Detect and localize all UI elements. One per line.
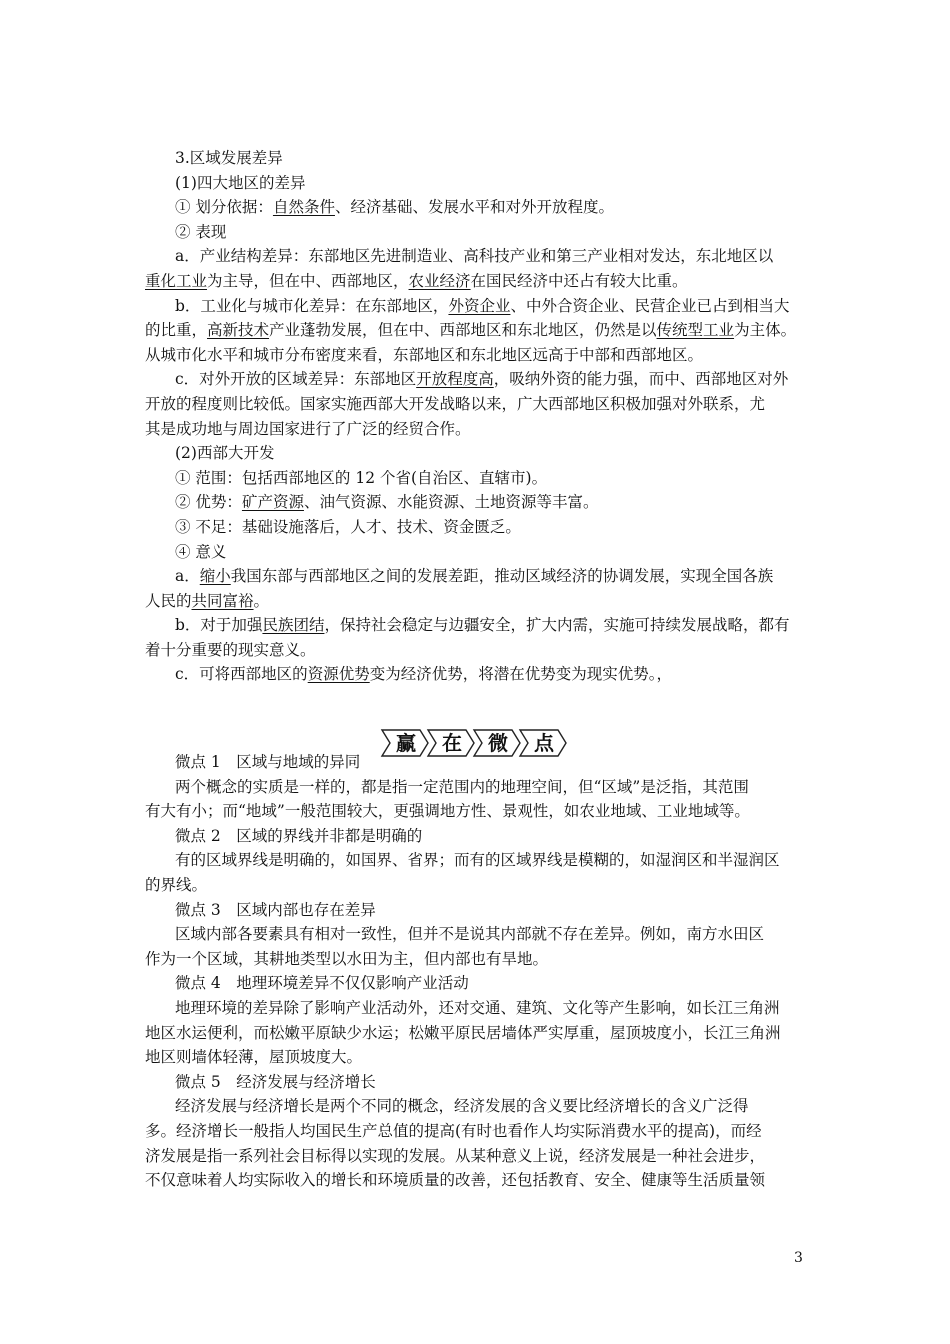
point-2-line1: 有的区域界线是明确的，如国界、省界；而有的区域界线是模糊的，如湿润区和半湿润区 (175, 851, 780, 870)
page-number: 3 (794, 1250, 803, 1266)
point-4-line3: 地区则墙体轻薄，屋顶坡度大。 (145, 1048, 363, 1067)
point-3-line2: 作为一个区域，其耕地类型以水田为主，但内部也有旱地。 (145, 949, 549, 968)
paragraph-scope: ① 范围：包括西部地区的 12 个省(自治区、直辖市)。 (175, 468, 548, 487)
paragraph-meaning: ④ 意义 (175, 542, 227, 561)
point-5-line2: 多。经济增长一般指人均国民生产总值的提高(有时也看作人均实际消费水平的提高)，而经 (145, 1121, 762, 1140)
section-heading: 3.区域发展差异 (175, 149, 283, 167)
point-4-line2: 地区水运便利，而松嫩平原缺少水运；松嫩平原民居墙体严实厚重，屋顶坡度小，长江三角洲 (145, 1023, 781, 1042)
paragraph-basis: ① 划分依据：自然条件、经济基础、发展水平和对外开放程度。 (175, 198, 614, 217)
paragraph-meaning-a-line1: a．缩小我国东部与西部地区之间的发展差距，推动区域经济的协调发展，实现全国各族 (175, 567, 774, 586)
paragraph-lack: ③ 不足：基础设施落后，人才、技术、资金匮乏。 (175, 517, 521, 536)
paragraph-b-line1: b．工业化与城市化差异：在东部地区，外资企业、中外合资企业、民营企业已占到相当大 (175, 296, 790, 315)
paragraph-expression: ② 表现 (175, 222, 227, 241)
paragraph-b-line3: 从城市化水平和城市分布密度来看，东部地区和东北地区远高于中部和西部地区。 (145, 345, 704, 364)
document-body (145, 146, 810, 1193)
point-2-title: 微点 2 区域的界线并非都是明确的 (175, 826, 423, 845)
paragraph-meaning-c: c．可将西部地区的资源优势变为经济优势，将潜在优势变为现实优势。， (175, 665, 672, 684)
point-1-line2: 有大有小；而“地域”一般范围较大，更强调地方性、景观性，如农业地域、工业地域等。 (145, 802, 750, 821)
point-5-title: 微点 5 经济发展与经济增长 (175, 1072, 376, 1091)
paragraph-meaning-a-line2: 人民的共同富裕。 (145, 591, 270, 610)
banner-char-1: 赢 (396, 731, 416, 755)
point-2-line2: 的界线。 (145, 876, 208, 895)
paragraph-c-line3: 其是成功地与周边国家进行了广泛的经贸合作。 (145, 419, 471, 438)
point-5-line3: 济发展是指一系列社会目标得以实现的发展。从某种意义上说，经济发展是一种社会进步， (145, 1146, 766, 1165)
point-4-title: 微点 4 地理环境差异不仅仅影响产业活动 (175, 974, 469, 993)
paragraph-b-line2: 的比重，高新技术产业蓬勃发展，但在中、西部地区和东北地区，仍然是以传统型工业为主体。 (145, 321, 797, 340)
paragraph-a-line2: 重化工业为主导，但在中、西部地区，农业经济在国民经济中还占有较大比重。 (145, 271, 688, 290)
banner-char-4: 点 (534, 731, 554, 755)
paragraph-a-line1: a．产业结构差异：东部地区先进制造业、高科技产业和第三产业相对发达，东北地区以 (175, 247, 774, 266)
point-5-line4: 不仅意味着人均实际收入的增长和环境质量的改善，还包括教育、安全、健康等生活质量领 (145, 1171, 766, 1190)
paragraph-c-line2: 开放的程度则比较低。国家实施西部大开发战略以来，广大西部地区积极加强对外联系，尤 (145, 394, 766, 413)
banner-char-3: 微 (488, 731, 508, 755)
point-1-line1: 两个概念的实质是一样的，都是指一定范围内的地理空间，但“区域”是泛指，其范围 (175, 777, 749, 796)
point-1-title: 微点 1 区域与地域的异同 (175, 753, 361, 772)
section-banner (380, 727, 570, 759)
banner-char-2: 在 (442, 731, 462, 755)
point-3-title: 微点 3 区域内部也存在差异 (175, 900, 376, 919)
point-5-line1: 经济发展与经济增长是两个不同的概念，经济发展的含义要比经济增长的含义广泛得 (175, 1097, 749, 1116)
paragraph-c-line1: c．对外开放的区域差异：东部地区开放程度高，吸纳外资的能力强，而中、西部地区对外 (175, 370, 789, 389)
point-3-line1: 区域内部各要素具有相对一致性，但并不是说其内部就不存在差异。例如，南方水田区 (175, 925, 765, 944)
paragraph-advantage: ② 优势：矿产资源、油气资源、水能资源、土地资源等丰富。 (175, 493, 599, 512)
subheading-west: (2)西部大开发 (175, 444, 275, 463)
point-4-line1: 地理环境的差异除了影响产业活动外，还对交通、建筑、文化等产生影响，如长江三角洲 (175, 999, 780, 1017)
paragraph-meaning-b-line1: b．对于加强民族团结，保持社会稳定与边疆安全，扩大内需，实施可持续发展战略，都有 (175, 616, 790, 635)
paragraph-meaning-b-line2: 着十分重要的现实意义。 (145, 640, 316, 659)
subheading-regions: (1)四大地区的差异 (175, 173, 306, 192)
